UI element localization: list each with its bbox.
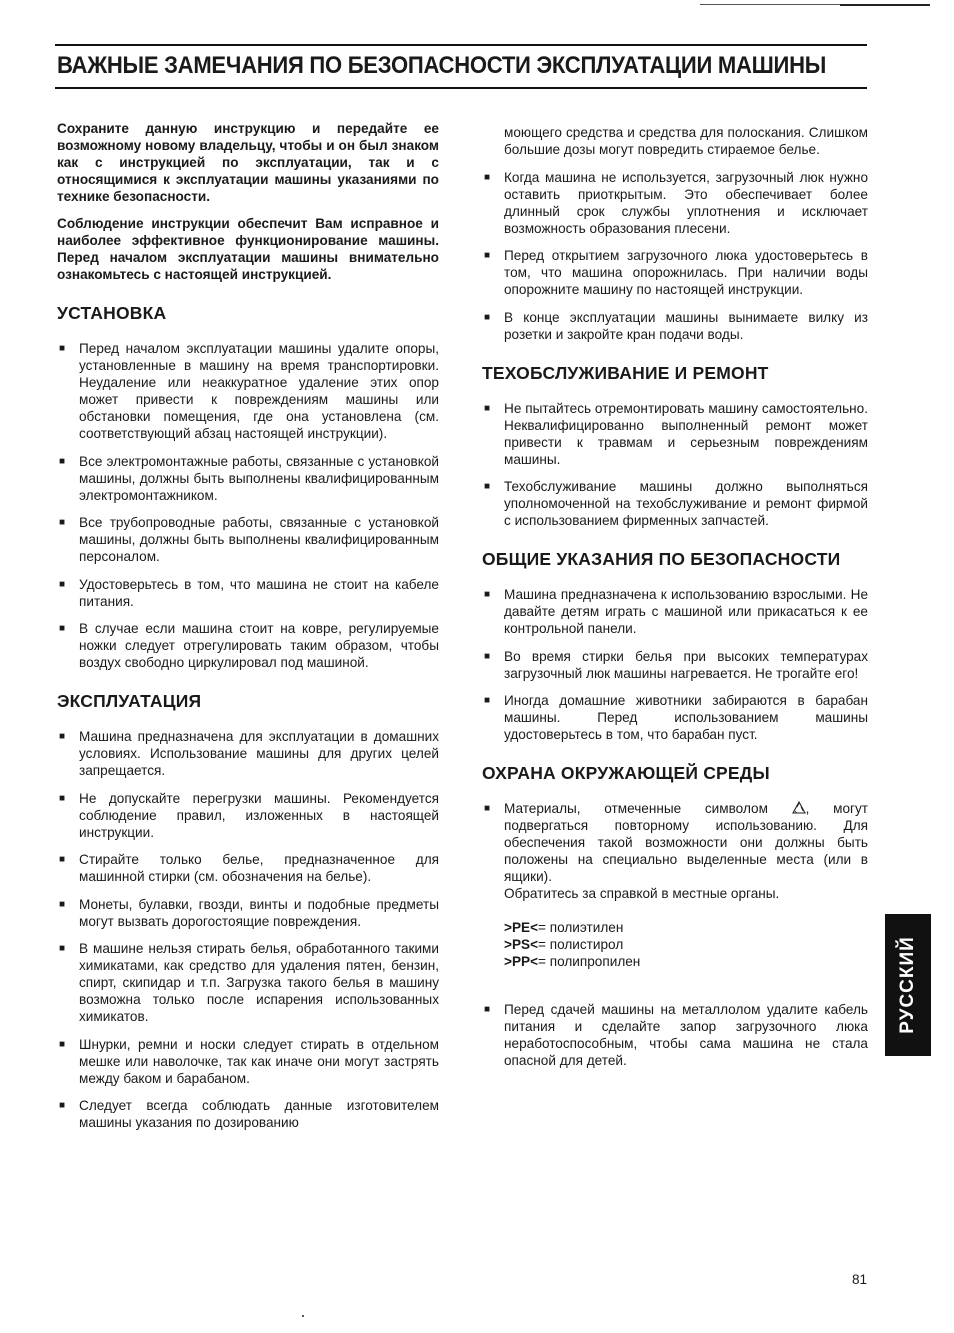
bullet-icon: ■ — [59, 517, 66, 528]
material-code-row — [504, 953, 868, 970]
bullet-icon: ■ — [484, 311, 491, 323]
bullet-icon: ■ — [484, 1003, 491, 1015]
okhrana-note: Обратитесь за справкой в местные органы. — [504, 886, 780, 901]
list-item-text: В конце эксплуатации машины вынимаете вилку из розетки и закройте кран подачи воды. — [504, 309, 868, 342]
bullet-icon: ■ — [59, 343, 66, 354]
list-item — [57, 453, 439, 504]
material-code-row — [504, 919, 868, 936]
bullet-icon: ■ — [484, 650, 491, 662]
bullet-icon: ■ — [59, 792, 66, 804]
bullet-icon: ■ — [484, 171, 491, 183]
list-item-text: Во время стирки белья при высоких температурах загрузочный люк машины нагревается. Не трогайте его! — [504, 648, 868, 681]
list-item-text: Когда машина не используется, загрузочный люк нужно оставить приоткрытым. Это обеспечивает более длинный срок службы уплотнения и исключает возможность образования плесени. — [504, 169, 868, 236]
bullet-icon: ■ — [484, 402, 491, 414]
list-item — [482, 1001, 868, 1069]
list-item — [482, 400, 868, 468]
list-item-text: Не допускайте перегрузки машины. Рекомендуется соблюдение правил, изложенных в настоящей инструкции. — [79, 790, 439, 840]
list-item-text: Материалы, отмеченные символом — [504, 801, 768, 816]
bullet-icon: ■ — [59, 1038, 66, 1050]
list-item — [57, 851, 439, 885]
ekspluatatsiya-list — [57, 728, 439, 1131]
list-item-text: Иногда домашние животники забираются в барабан машины. Перед использованием машины удостоверьтесь в том, что барабан пуст. — [504, 693, 868, 742]
bullet-icon: ■ — [484, 589, 491, 600]
material-code-row — [504, 936, 868, 953]
list-item — [482, 478, 868, 529]
list-item — [482, 648, 868, 682]
list-item-text: Все электромонтажные работы, связанные с установкой машины, должны быть выполнены квалифицированным электромонтажником. — [79, 453, 439, 503]
material-name: = полистирол — [538, 937, 624, 952]
continued-text: моющего средства и средства для полоскания. Слишком большие дозы могут повредить стираемое белье. — [504, 125, 868, 157]
ekspluatatsiya-list-continued — [482, 169, 868, 343]
list-item — [57, 728, 439, 779]
list-item — [482, 247, 868, 298]
list-item — [482, 169, 868, 237]
bullet-icon: ■ — [484, 481, 491, 492]
bullet-icon: ■ — [59, 854, 66, 865]
recycle-triangle-icon — [792, 801, 806, 814]
list-item — [482, 800, 868, 990]
bullet-icon: ■ — [59, 455, 66, 467]
title-rule-bottom — [55, 87, 867, 89]
list-item-text: Перед открытием загрузочного люка удостоверьтесь в том, что машина опорожнилась. При наличии воды опорожните машину по настоящей инструкции. — [504, 248, 868, 297]
list-item-text: Не пытайтесь отремонтировать машину самостоятельно. Неквалифицированно выполненный ремонт может привести к травмам и серьезным повреждениям машины. — [504, 400, 868, 467]
list-item-text: Следует всегда соблюдать данные изготовителем машины указания по дозированию — [79, 1098, 439, 1130]
list-item-text: В случае если машина стоит на ковре, регулируемые ножки следует отрегулировать таким образом, чтобы воздух свободно циркулировал под машиной. — [79, 621, 439, 670]
bullet-icon: ■ — [59, 578, 66, 590]
language-label: РУССКИЙ — [897, 936, 918, 1034]
section-heading-obshchie: ОБЩИЕ УКАЗАНИЯ ПО БЕЗОПАСНОСТИ — [482, 549, 841, 569]
intro-paragraph-1: Сохраните данную инструкцию и передайте ее возможному новому владельцу, чтобы и он был знаком как с инструкцией по эксплуатации, так и с относящимися к эксплуатации машины указаниями по технике безопасности. — [57, 121, 439, 204]
title-rule-top — [55, 44, 867, 46]
list-item — [482, 586, 868, 637]
list-item — [57, 514, 439, 565]
list-item — [57, 1097, 439, 1131]
list-item — [482, 309, 868, 343]
material-code: >PS< — [504, 937, 539, 952]
ustanovka-list — [57, 340, 439, 671]
language-side-tab — [885, 914, 931, 1056]
scan-dot — [302, 1315, 304, 1317]
list-item-text: В машине нельзя стирать белья, обработанного такими химикатами, как средство для удаления пятен, бензин, спирт, скипидар и т.п. Загрузка такого белья в машину возможна только после испарения использованных химикатов. — [79, 941, 439, 1024]
bullet-icon: ■ — [59, 731, 66, 742]
section-heading-ekspluatatsiya: ЭКСПЛУАТАЦИЯ — [57, 691, 202, 711]
list-item — [57, 1036, 439, 1087]
list-item — [57, 896, 439, 930]
material-code: >PE< — [504, 920, 539, 935]
list-item — [57, 940, 439, 1025]
intro-paragraph-2: Соблюдение инструкции обеспечит Вам исправное и наиболее эффективное функционирование машины. Перед началом эксплуатации машины внимательно ознакомьтесь с настоящей инструкцией. — [57, 216, 439, 282]
bullet-icon: ■ — [484, 695, 491, 706]
section-heading-tekhobsluzhivanie: ТЕХОБСЛУЖИВАНИЕ И РЕМОНТ — [482, 362, 769, 383]
list-item — [57, 576, 439, 610]
list-item-text: Все трубопроводные работы, связанные с установкой машины, должны быть выполнены квалифицированным персоналом. — [79, 515, 439, 564]
bullet-icon: ■ — [59, 623, 66, 634]
tekhobsluzhivanie-list — [482, 400, 868, 530]
list-item-text: Машина предназначена для эксплуатации в домашних условиях. Использование машины для других целей запрещается. — [79, 729, 439, 778]
section-heading-okhrana: ОХРАНА ОКРУЖАЮЩЕЙ СРЕДЫ — [482, 763, 770, 783]
bullet-icon: ■ — [484, 803, 491, 814]
bullet-icon: ■ — [59, 1100, 66, 1111]
bullet-icon: ■ — [59, 898, 66, 910]
list-item-text: Машина предназначена к использованию взрослыми. Не давайте детям играть с машиной или прикасаться к ее контрольной панели. — [504, 587, 868, 636]
list-item — [482, 692, 868, 743]
page-number: 81 — [852, 1272, 868, 1287]
bullet-icon: ■ — [59, 943, 66, 954]
section-heading-ustanovka: УСТАНОВКА — [57, 303, 167, 323]
list-item-text: , могут подвергаться повторному использованию. Для обеспечения такой возможности они должны быть положены на специально выделенные места (или в ящики). — [504, 801, 868, 884]
right-column — [482, 124, 868, 1079]
bullet-icon: ■ — [484, 250, 491, 261]
list-item — [57, 340, 439, 442]
list-item — [57, 620, 439, 671]
list-item-text: Перед сдачей машины на металлолом удалите кабель питания и сделайте запор загрузочного люка неработоспособным, чтобы сама машина не стала опасной для детей. — [504, 1001, 868, 1068]
okhrana-list — [482, 800, 868, 1069]
list-item-text: Техобслуживание машины должно выполняться уполномоченной на техобслуживание и ремонт фирмой с использованием фирменных запчастей. — [504, 479, 868, 528]
top-decor-rule-bold — [840, 4, 930, 6]
material-code: >PP< — [504, 954, 539, 969]
obshchie-list — [482, 586, 868, 743]
list-item-text: Перед началом эксплуатации машины удалите опоры, установленные в машину на время транспортировки. Неудаление или неаккуратное удаление этих опор может привести к повреждениям машины или обстановки помещения, где она установлена (см. соответствующий абзац настоящей инструкции). — [79, 341, 439, 441]
material-name: = полиэтилен — [538, 920, 624, 935]
list-item-text: Удостоверьтесь в том, что машина не стоит на кабеле питания. — [79, 576, 439, 609]
material-name: = полипропилен — [538, 954, 641, 969]
list-item-text: Монеты, булавки, гвозди, винты и подобные предметы могут вызвать дорогостоящие повреждения. — [79, 896, 439, 929]
list-item-text: Стирайте только белье, предназначенное для машинной стирки (см. обозначения на белье). — [79, 852, 439, 884]
list-item — [57, 790, 439, 841]
list-item-text: Шнурки, ремни и носки следует стирать в отдельном мешке или наволочке, так как иначе они могут застрять между баком и барабаном. — [79, 1036, 439, 1086]
left-column — [57, 120, 439, 1142]
page-title: ВАЖНЫЕ ЗАМЕЧАНИЯ ПО БЕЗОПАСНОСТИ ЭКСПЛУАТАЦИИ МАШИНЫ — [57, 52, 827, 79]
